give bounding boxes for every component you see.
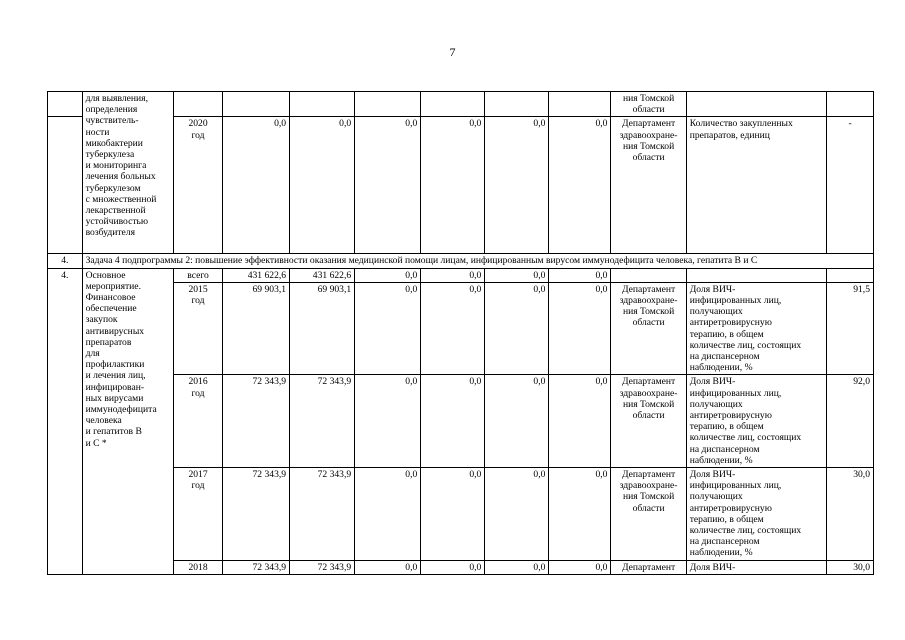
task-text: Задача 4 подпрограммы 2: повышение эффективности оказания медицинской помощи лицам, инфицированным вирусом иммунодефицита человека, гепатита В и С: [82, 254, 873, 268]
year-cell: 2015 год: [174, 282, 223, 375]
table-row: 2015 год 69 903,1 69 903,1 0,0 0,0 0,0 0,0 Департамент здравоохране- ния Томской области Доля ВИЧ- инфицированных лиц, получающих антиретровирусную терапию, в общем количестве лиц, состоящих на диспансерном наблюдении, % 91,5: [48, 282, 874, 375]
indicator-cell: Доля ВИЧ-: [686, 560, 826, 574]
indicator-cell: Доля ВИЧ- инфицированных лиц, получающих антиретровирусную терапию, в общем количестве лиц, состоящих на диспансерном наблюдении, %: [686, 282, 826, 375]
executor-cell: Департамент: [611, 560, 686, 574]
page-number: 7: [449, 45, 456, 59]
target-cell: -: [827, 117, 874, 254]
row-number-cell: [48, 92, 83, 117]
table-row: 4. Основное мероприятие. Финансовое обеспечение закупок антивирусных препаратов для профилактики и лечения лиц, инфицирован- ных вирусами иммунодефицита человека и гепатитов В и С * всего 431 622,6 431 622,6 0,0 0,0 0,0 0,0: [48, 268, 874, 282]
executor-cell: Департамент здравоохране- ния Томской области: [611, 282, 686, 375]
year-cell: 2020 год: [174, 117, 223, 254]
activity-cell: Основное мероприятие. Финансовое обеспечение закупок антивирусных препаратов для профилактики и лечения лиц, инфицирован- ных вирусами иммунодефицита человека и гепатитов В и С *: [82, 268, 174, 574]
target-cell: 91,5: [827, 282, 874, 375]
table-row: 2020 год 0,0 0,0 0,0 0,0 0,0 0,0 Департамент здравоохране- ния Томской области Количество закупленных препаратов, единиц -: [48, 117, 874, 254]
indicator-cell: Доля ВИЧ- инфицированных лиц, получающих антиретровирусную терапию, в общем количестве лиц, состоящих на диспансерном наблюдении, %: [686, 468, 826, 561]
indicator-cell: Доля ВИЧ- инфицированных лиц, получающих антиретровирусную терапию, в общем количестве лиц, состоящих на диспансерном наблюдении, %: [686, 375, 826, 468]
indicator-cell: Количество закупленных препаратов, единиц: [686, 117, 826, 254]
table-row: 2018 72 343,9 72 343,9 0,0 0,0 0,0 0,0 Департамент Доля ВИЧ- 30,0: [48, 560, 874, 574]
table-row: [48, 92, 874, 117]
task-row: 4. Задача 4 подпрограммы 2: повышение эффективности оказания медицинской помощи лицам, инфицированным вирусом иммунодефицита человека, гепатита В и С: [48, 254, 874, 268]
executor-cell: Департамент здравоохране- ния Томской области: [611, 468, 686, 561]
program-table: [47, 91, 874, 575]
executor-cell: ния Томской области: [611, 92, 686, 117]
table-row: 2017 год 72 343,9 72 343,9 0,0 0,0 0,0 0,0 Департамент здравоохране- ния Томской области Доля ВИЧ- инфицированных лиц, получающих антиретровирусную терапию, в общем количестве лиц, состоящих на диспансерном наблюдении, % 30,0: [48, 468, 874, 561]
target-cell: 30,0: [827, 560, 874, 574]
activity-cell: для выявления, определения чувствитель- ности микобактерии туберкулеза и мониторинга лечения больных туберкулезом с множественной лекарственной устойчивостью возбудителя: [82, 92, 174, 254]
year-cell: всего: [174, 268, 223, 282]
table-row: 2016 год 72 343,9 72 343,9 0,0 0,0 0,0 0,0 Департамент здравоохране- ния Томской области Доля ВИЧ- инфицированных лиц, получающих антиретровирусную терапию, в общем количестве лиц, состоящих на диспансерном наблюдении, % 92,0: [48, 375, 874, 468]
year-cell: 2017 год: [174, 468, 223, 561]
executor-cell: Департамент здравоохране- ния Томской области: [611, 375, 686, 468]
year-cell: 2018: [174, 560, 223, 574]
target-cell: 30,0: [827, 468, 874, 561]
target-cell: 92,0: [827, 375, 874, 468]
row-number-cell: 4.: [48, 268, 83, 574]
executor-cell: Департамент здравоохране- ния Томской области: [611, 117, 686, 254]
year-cell: 2016 год: [174, 375, 223, 468]
